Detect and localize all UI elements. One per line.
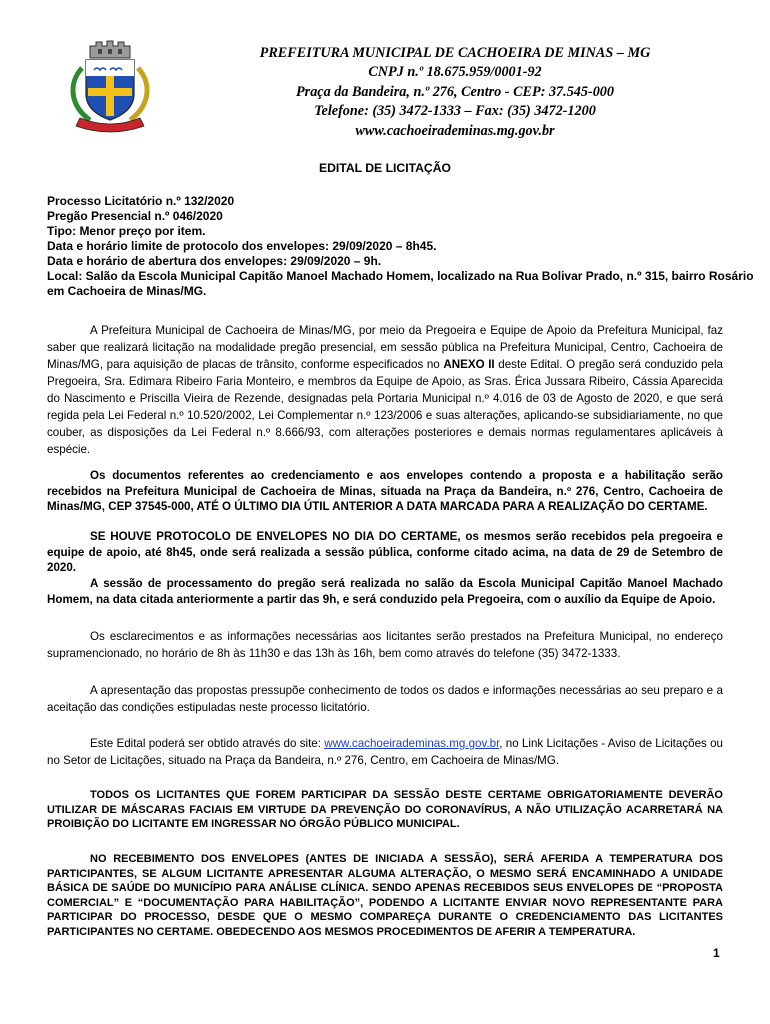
intro-annex: ANEXO II: [443, 358, 495, 371]
phone-fax: Telefone: (35) 3472-1333 – Fax: (35) 3472-1200: [314, 103, 596, 120]
paragraph-documents: Os documentos referentes ao credenciamento e aos envelopes contendo a proposta e a habilitação serão recebidos na Prefeitura Municipal de Cachoeira de Minas, situada na Praça da Bandeira, n.º 276, Centro, Cachoeira de Minas/MG, CEP 37545-000, ATÉ O ÚLTIMO DIA ÚTIL ANTERIOR A DATA MARCADA PARA A REALIZAÇÃO DO CERTAME.: [47, 469, 723, 513]
paragraph-intro: [47, 322, 723, 458]
website-link[interactable]: www.cachoeirademinas.mg.gov.br: [324, 737, 500, 750]
municipal-coat-of-arms-icon: [60, 38, 160, 134]
website: www.cachoeirademinas.mg.gov.br: [355, 122, 555, 139]
intro-text-b: deste Edital. O pregão será conduzido pela Pregoeira, Sra. Edimara Ribeiro Faria Monteiro, e membros da Equipe de Apoio, as Sras. Érica Jussara Ribeiro, Cássia Aparecida do Nascimento e Priscilla Vieira de Rezende, designadas pela Portaria Municipal n.º 4.016 de 03 de Agosto de 2020, e que será regida pela Lei Federal n.º 10.520/2002, Lei Complementar n.º 123/2006 e suas alterações, aplicando-se subsidiariamente, no que couber, as disposições da Lei Federal n.º 8.666/93, com alterações posteriores e demais normas regulamentares aplicáveis à espécie.: [47, 358, 723, 456]
page-number: 1: [713, 946, 720, 960]
paragraph-masks: TODOS OS LICITANTES QUE FOREM PARTICIPAR DA SESSÃO DESTE CERTAME OBRIGATORIAMENTE DEVERÃO UTILIZAR DE MÁSCARAS FACIAIS EM VIRTUDE DA PREVENÇÃO DO CORONAVÍRUS, A NÃO UTILIZAÇÃO ACARRETARÁ NA PROIBIÇÃO DO LICITANTE EM INGRESSAR NO ÓRGÃO PÚBLICO MUNICIPAL.: [47, 789, 723, 830]
intro-text-a: A Prefeitura Municipal de Cachoeira de Minas/MG, por meio da Pregoeira e Equipe de Apoio da Prefeitura Municipal, faz saber que realizará licitação na modalidade pregão presencial, em sessão pública na Prefeitura Municipal, Centro, Cachoeira de Minas/MG, para aquisição de placas de trânsito, conforme especificados no: [47, 324, 723, 371]
paragraph-clarifications: Os esclarecimentos e as informações necessárias aos licitantes serão prestados na Prefeitura Municipal, no endereço supramencionado, no horário de 8h às 11h30 e das 13h às 16h, bem como através do telefone (35) 3472-1333.: [47, 630, 723, 660]
paragraph-edital-site: Este Edital poderá ser obtido através do site: www.cachoeirademinas.mg.gov.br, no Link Licitações - Aviso de Licitações ou no Setor de Licitações, situado na Praça da Bandeira, n.º 276, Centro, em Cachoeira de Minas/MG.: [47, 737, 723, 767]
org-name: PREFEITURA MUNICIPAL DE CACHOEIRA DE MINAS – MG: [259, 45, 651, 61]
limite-line: Data e horário limite de protocolo dos envelopes: 29/09/2020 – 8h45.: [47, 239, 437, 253]
local-line-2: em Cachoeira de Minas/MG.: [47, 284, 207, 298]
paragraph-temperature: NO RECEBIMENTO DOS ENVELOPES (ANTES DE INICIADA A SESSÃO), SERÁ AFERIDA A TEMPERATURA DOS PARTICIPANTES, SE ALGUM LICITANTE APRESENTAR ALGUMA ALTERAÇÃO, O MESMO SERÁ ENCAMINHADO A UNIDADE BÁSICA DE SAÚDE DO MUNICÍPIO PARA ANÁLISE CLÍNICA. SENDO APENAS RECEBIDOS SEUS ENVELOPES DE “PROPOSTA COMERCIAL” E “DOCUMENTAÇÃO PARA HABILITAÇÃO”, PODENDO A LICITANTE ENVIAR NOVO REPRESENTANTE PARA PARTICIPAR DO PROCESSO, DESDE QUE O MESMO COMPAREÇA DURANTE O CREDENCIAMENTO DAS LICITANTES PARTICIPANTES NO CERTAME. OBEDECENDO AOS MESMOS PROCEDIMENTOS DE AFERIR A TEMPERATURA.: [47, 853, 723, 938]
address: Praça da Bandeira, n.º 276, Centro - CEP: 37.545-000: [296, 83, 614, 100]
bid-info: [47, 194, 754, 299]
tipo-line: Tipo: Menor preço por item.: [47, 224, 206, 238]
letterhead: [170, 44, 740, 141]
abertura-line: Data e horário de abertura dos envelopes: 29/09/2020 – 9h.: [47, 254, 382, 268]
paragraph-proposals: A apresentação das propostas pressupõe conhecimento de todos os dados e informações necessárias ao seu preparo e a aceitação das condições estipuladas neste processo licitatório.: [47, 684, 723, 714]
document-title: EDITAL DE LICITAÇÃO: [318, 161, 452, 175]
local-line-1: Local: Salão da Escola Municipal Capitão Manoel Machado Homem, localizado na Rua Bolivar Prado, n.º 315, bairro Rosário: [47, 269, 754, 283]
paragraph-session: A sessão de processamento do pregão será realizada no salão da Escola Municipal Capitão Manoel Machado Homem, na data citada anteriormente a partir das 9h, e será conduzido pela Pregoeira, com o auxílio da Equipe de Apoio.: [47, 577, 723, 606]
paragraph-protocol: SE HOUVE PROTOCOLO DE ENVELOPES NO DIA DO CERTAME, os mesmos serão recebidos pela pregoeira e equipe de apoio, até 8h45, onde será realizada a sessão pública, conforme citado acima, na data de 29 de Setembro de 2020.: [47, 530, 723, 574]
pregao-line: Pregão Presencial n.º 046/2020: [47, 209, 223, 223]
processo-line: Processo Licitatório n.º 132/2020: [47, 194, 235, 208]
cnpj: CNPJ n.º 18.675.959/0001-92: [368, 64, 542, 81]
